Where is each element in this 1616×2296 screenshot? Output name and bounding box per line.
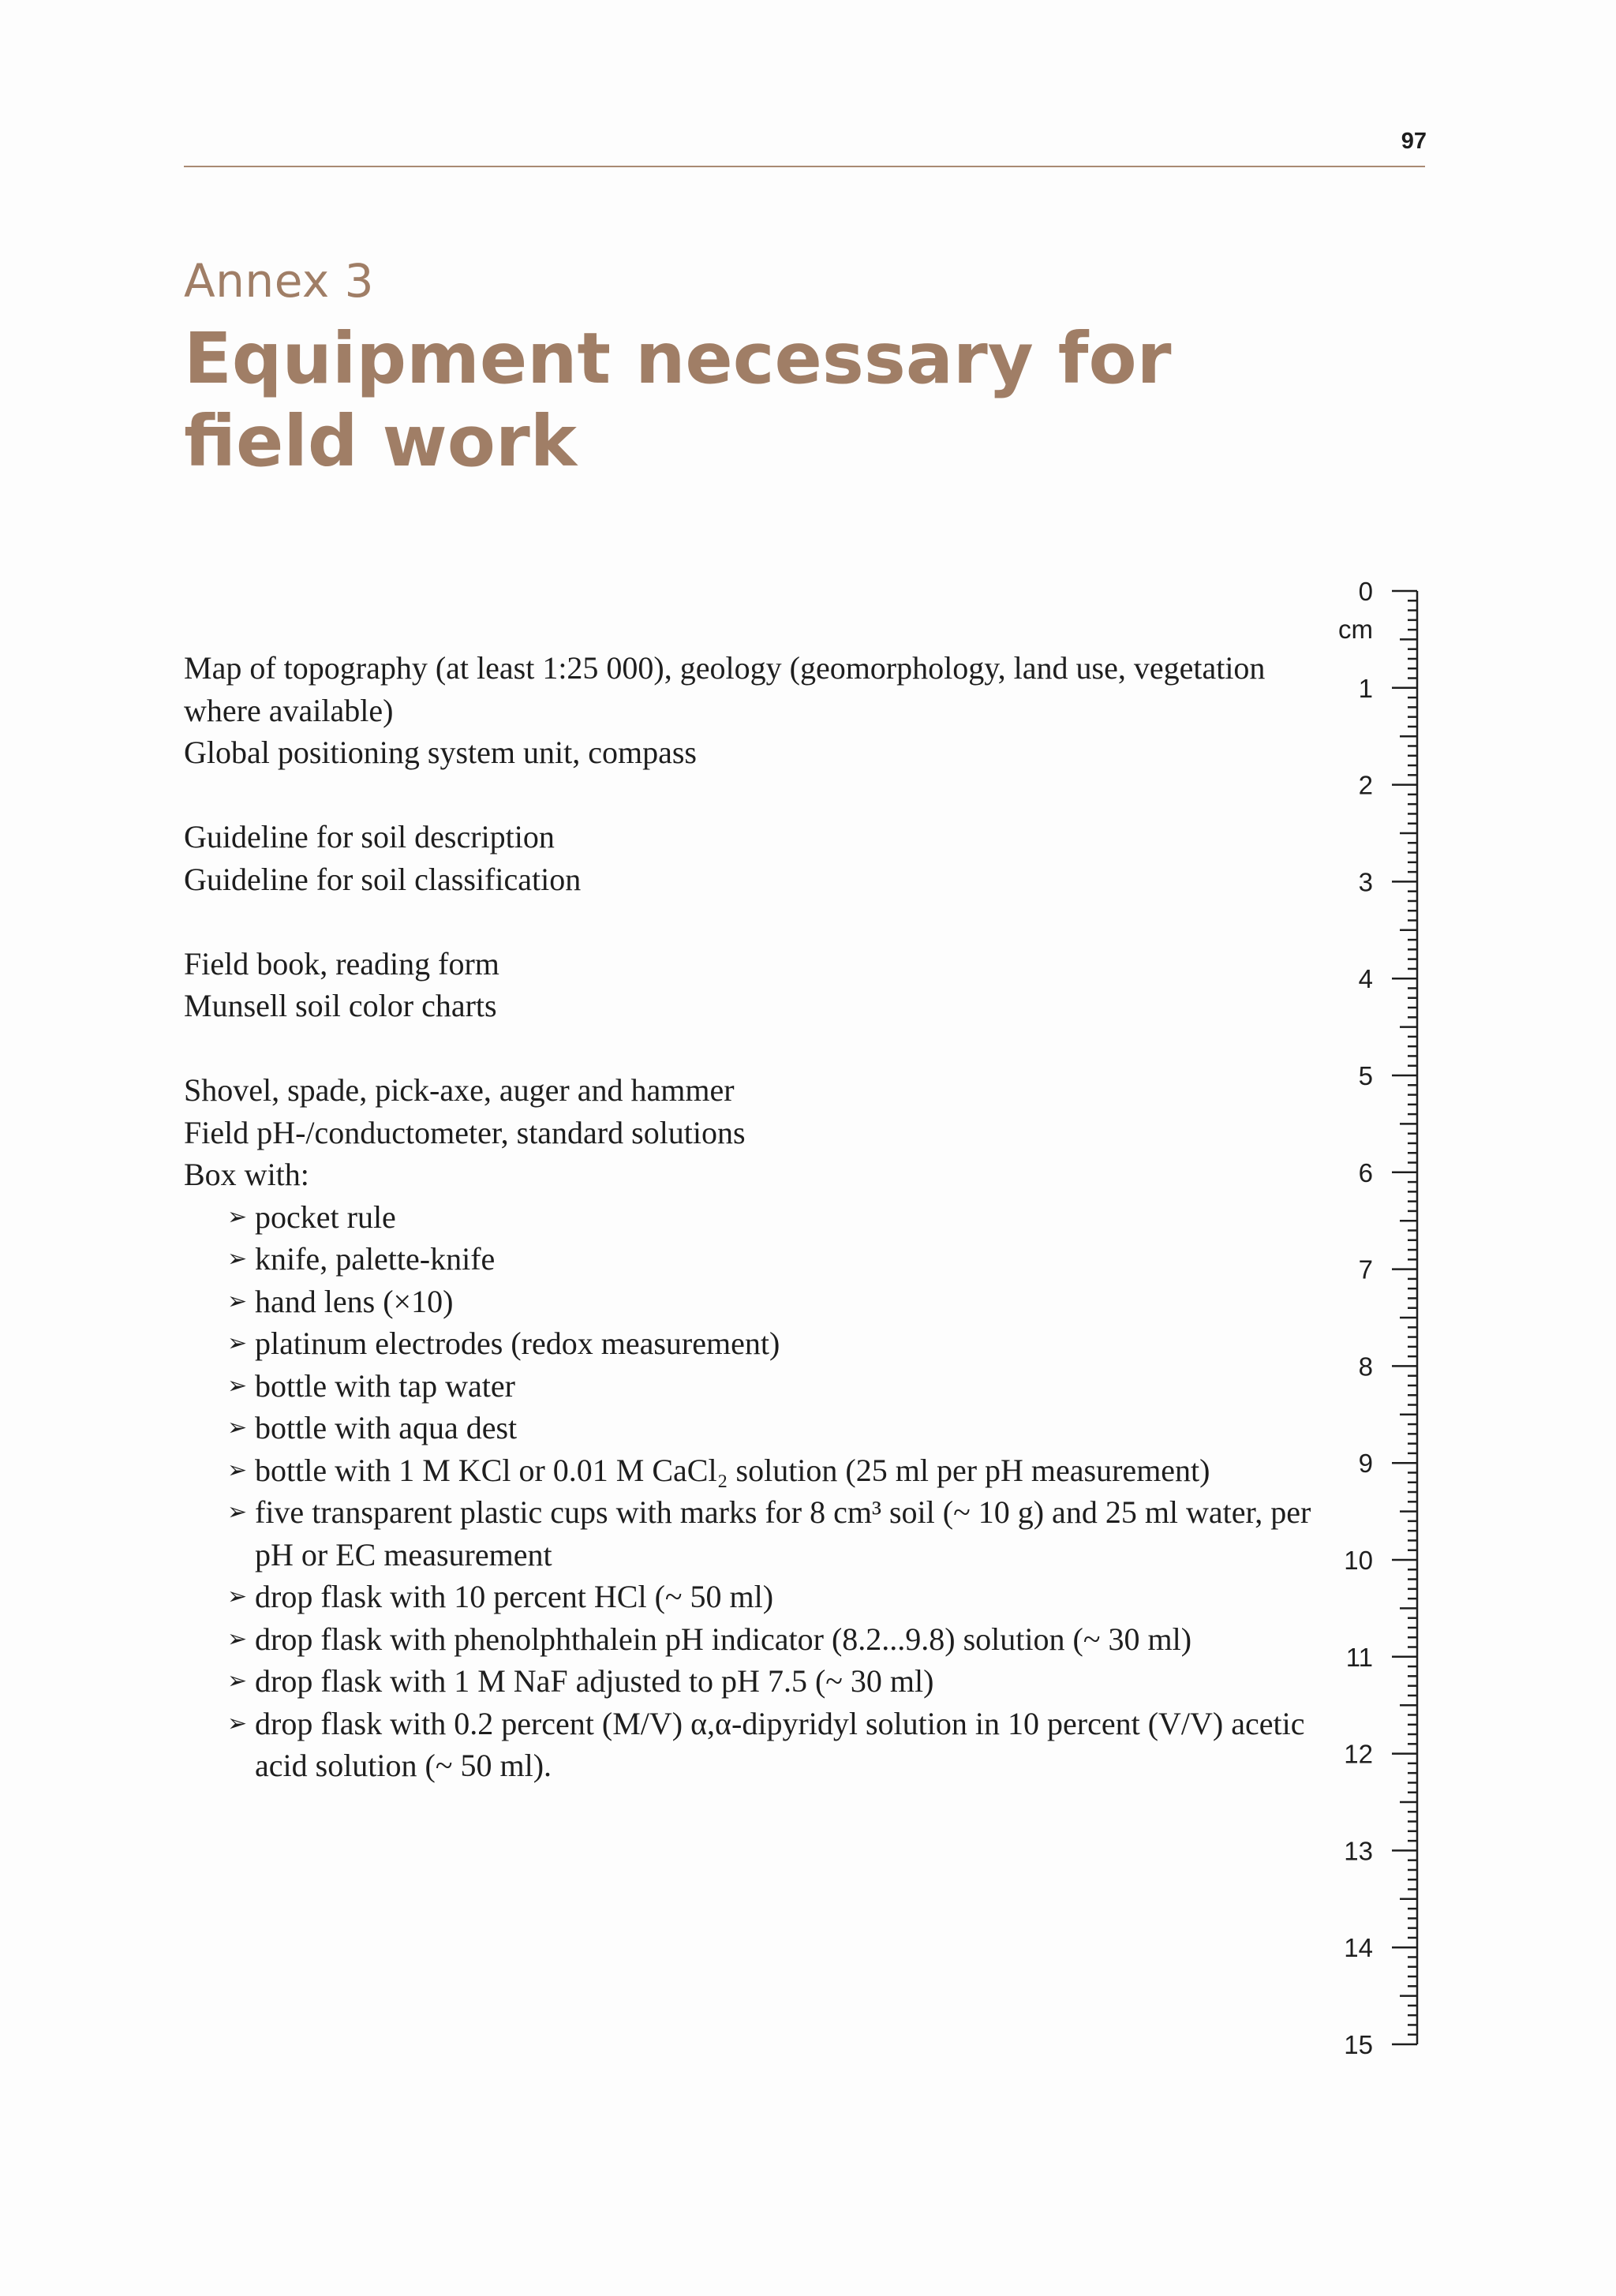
list-item: Field book, reading form <box>184 945 499 982</box>
list-item: Field pH-/conductometer, standard solutions <box>184 1114 746 1150</box>
ruler-tick-label: 1 <box>1358 673 1373 703</box>
box-item: ➢ drop flask with 0.2 percent (M/V) α,α-dipyridyl solution in 10 percent (V/V) acetic acid solution (~ 50 ml). <box>227 1703 1336 1787</box>
arrow-bullet-icon: ➢ <box>227 1456 248 1484</box>
arrow-bullet-icon: ➢ <box>227 1709 248 1737</box>
page-number: 97 <box>1401 129 1427 154</box>
list-item: Guideline for soil description <box>184 819 555 854</box>
box-item: ➢ drop flask with 10 percent HCl (~ 50 ml) <box>227 1576 1336 1618</box>
box-item: ➢ bottle with aqua dest <box>227 1407 1336 1449</box>
list-item: Munsell soil color charts <box>184 988 497 1023</box>
arrow-bullet-icon: ➢ <box>227 1202 248 1231</box>
ruler-tick-label: 10 <box>1344 1546 1373 1575</box>
arrow-bullet-icon: ➢ <box>227 1625 248 1653</box>
arrow-bullet-icon: ➢ <box>227 1498 248 1526</box>
ruler-unit-label: cm <box>1338 615 1373 644</box>
annex-label: Annex 3 <box>184 254 375 308</box>
ruler-tick-label: 6 <box>1358 1157 1373 1187</box>
list-item: Global positioning system unit, compass <box>184 735 697 770</box>
box-item: ➢ knife, palette-knife <box>227 1238 1336 1281</box>
ruler-tick-label: 9 <box>1358 1449 1373 1479</box>
ruler-tick-label: 3 <box>1358 867 1373 897</box>
box-item: ➢ drop flask with phenolphthalein pH indicator (8.2...9.8) solution (~ 30 ml) <box>227 1618 1336 1661</box>
box-item: ➢ five transparent plastic cups with marks for 8 cm³ soil (~ 10 g) and 25 ml water, per pH or EC measurement <box>227 1491 1336 1576</box>
arrow-bullet-icon: ➢ <box>227 1329 248 1357</box>
box-item: ➢ pocket rule <box>227 1196 1336 1239</box>
ruler-tick-label: 0 <box>1358 577 1373 606</box>
arrow-bullet-icon: ➢ <box>227 1287 248 1315</box>
list-item: Guideline for soil classification <box>184 861 582 897</box>
ruler-tick-label: 4 <box>1358 964 1373 994</box>
ruler-tick-label: 5 <box>1358 1061 1373 1090</box>
box-item: ➢ bottle with tap water <box>227 1365 1336 1408</box>
box-item: ➢ hand lens (×10) <box>227 1281 1336 1323</box>
list-item: Box with: <box>184 1157 309 1192</box>
box-item: ➢ platinum electrodes (redox measurement) <box>227 1322 1336 1365</box>
arrow-bullet-icon: ➢ <box>227 1583 248 1610</box>
list-item: Map of topography (at least 1:25 000), geology (geomorphology, land use, vegetation where available) <box>184 650 1266 728</box>
ruler-tick-label: 12 <box>1344 1739 1373 1769</box>
box-item: ➢ bottle with 1 M KCl or 0.01 M CaCl₂ solution (25 ml per pH measurement) <box>227 1449 1336 1492</box>
ruler-tick-label: 7 <box>1358 1255 1373 1284</box>
ruler-tick-label: 8 <box>1358 1352 1373 1382</box>
ruler-tick-label: 15 <box>1344 2030 1373 2059</box>
list-item: Shovel, spade, pick-axe, auger and hammer <box>184 1072 735 1108</box>
box-item: ➢ drop flask with 1 M NaF adjusted to pH 7.5 (~ 30 ml) <box>227 1660 1336 1703</box>
arrow-bullet-icon: ➢ <box>227 1245 248 1273</box>
annex-title: Equipment necessary for field work <box>184 317 1172 482</box>
ruler-tick-label: 2 <box>1358 770 1373 800</box>
ruler-tick-label: 11 <box>1345 1642 1373 1672</box>
ruler-tick-label: 14 <box>1344 1933 1373 1963</box>
ruler-tick-label: 13 <box>1344 1836 1373 1866</box>
arrow-bullet-icon: ➢ <box>227 1667 248 1695</box>
arrow-bullet-icon: ➢ <box>227 1414 248 1442</box>
arrow-bullet-icon: ➢ <box>227 1371 248 1400</box>
